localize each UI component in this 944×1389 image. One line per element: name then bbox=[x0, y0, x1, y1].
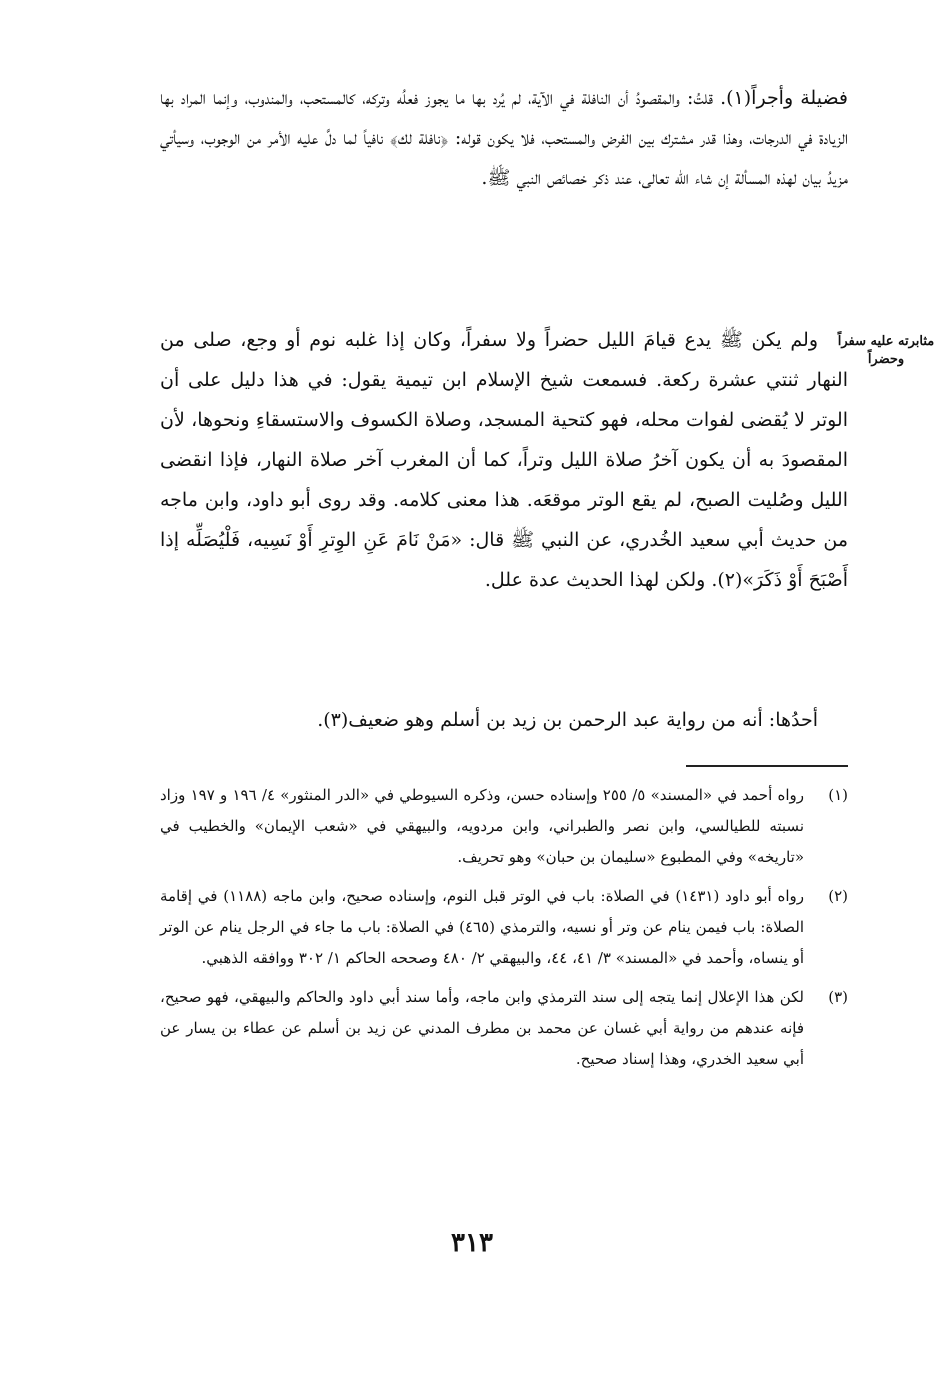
footnote-divider bbox=[686, 765, 848, 767]
footnote-text: رواه أحمد في «المسند» ٥/ ٢٥٥ وإسناده حسن، وذكره السيوطي في «الدر المنثور» ٤/ ١٩٦ و ١٩٧ وزاد نسبته للطيالسي، وابن نصر والطبراني، وابن مردويه، والبيهقي في «شعب الإيمان» والخطيب في «تاريخه» وفي المطبوع «سليمان بن حبان» وهو تحريف. bbox=[160, 786, 804, 866]
paragraph-2 bbox=[160, 320, 848, 600]
footnote-number: (٢) bbox=[828, 887, 848, 905]
footnote-number: (١) bbox=[828, 786, 848, 804]
paragraph-1 bbox=[160, 78, 848, 198]
paragraph-1-text: فضيلة وأجراً(١). قلتُ: والمقصودُ أن النافلة في الآية، لم يُرد بها ما يجوز فعلُه وتركه، كالمستحب، والمندوب، وإنما المراد بها الزيادة في الدرجات، وهذا قدر مشترك بين الفرض والمستحب، فلا يكون قوله: ﴿نافلة لك﴾ نافياً لما دلَّ عليه الأمر من الوجوب، وسيأتي مزيدُ بيان لهذه المسألة إن شاء الله تعالى، عند ذكر خصائص النبي ﷺ. bbox=[160, 87, 849, 189]
footnote-text: لكن هذا الإعلال إنما يتجه إلى سند الترمذي وابن ماجه، وأما سند أبي داود والحاكم والبيهقي، فهو صحيح، فإنه عندهم من رواية أبي غسان عن محمد بن مطرف المدني عن زيد بن أسلم عن عطاء بن يسار عن أبي سعيد الخدري، وهذا إسناد صحيح. bbox=[160, 988, 804, 1068]
footnote-text: رواه أبو داود (١٤٣١) في الصلاة: باب في الوتر قبل النوم، وإسناده صحيح، وابن ماجه (١١٨٨) في إقامة الصلاة: باب فيمن ينام عن وتر أو نسيه، والترمذي (٤٦٥) في الصلاة: باب ما جاء في الرجل ينام عن الوتر أو ينساه، وأحمد في «المسند» ٣/ ٤١، ٤٤، والبيهقي ٢/ ٤٨٠ وصححه الحاكم ١/ ٣٠٢ ووافقه الذهبي. bbox=[160, 887, 804, 967]
footnote-number: (٣) bbox=[828, 988, 848, 1006]
page-number: ٣١٣ bbox=[451, 1228, 493, 1258]
paragraph-3 bbox=[160, 700, 848, 740]
margin-note: مثابرته عليه سفراً وحضراً bbox=[837, 334, 935, 367]
footnote-3 bbox=[160, 982, 848, 1075]
footnote-2 bbox=[160, 881, 848, 974]
paragraph-2-text: ولم يكن ﷺ يدع قيامَ الليل حضراً ولا سفراً، وكان إذا غلبه نوم أو وجع، صلى من النهار ثنتي عشرة ركعة. فسمعت شيخ الإسلام ابن تيمية يقول: في هذا دليل على أن الوتر لا يُقضى لفوات محله، فهو كتحية المسجد، وصلاة الكسوف والاستسقاءِ ونحوها، لأن المقصودَ به أن يكون آخرُ صلاة الليل وتراً، كما أن المغرب آخر صلاة النهار، فإذا انقضى الليل وصُليت الصبح، لم يقع الوتر موقعَه. هذا معنى كلامه. وقد روى أبو داود، وابن ماجه من حديث أبي سعيد الخُدري، عن النبي ﷺ قال: «مَنْ نَامَ عَنِ الوِترِ أَوْ نَسِيه، فَلْيُصَلِّه إذا أَصْبَحَ أَوْ ذَكَرَ»(٢). ولكن لهذا الحديث عدة علل. bbox=[160, 329, 848, 591]
paragraph-3-text: أحدُها: أنه من رواية عبد الرحمن بن زيد بن أسلم وهو ضعيف(٣). bbox=[317, 709, 818, 731]
footnotes bbox=[160, 780, 848, 1083]
footnote-1 bbox=[160, 780, 848, 873]
